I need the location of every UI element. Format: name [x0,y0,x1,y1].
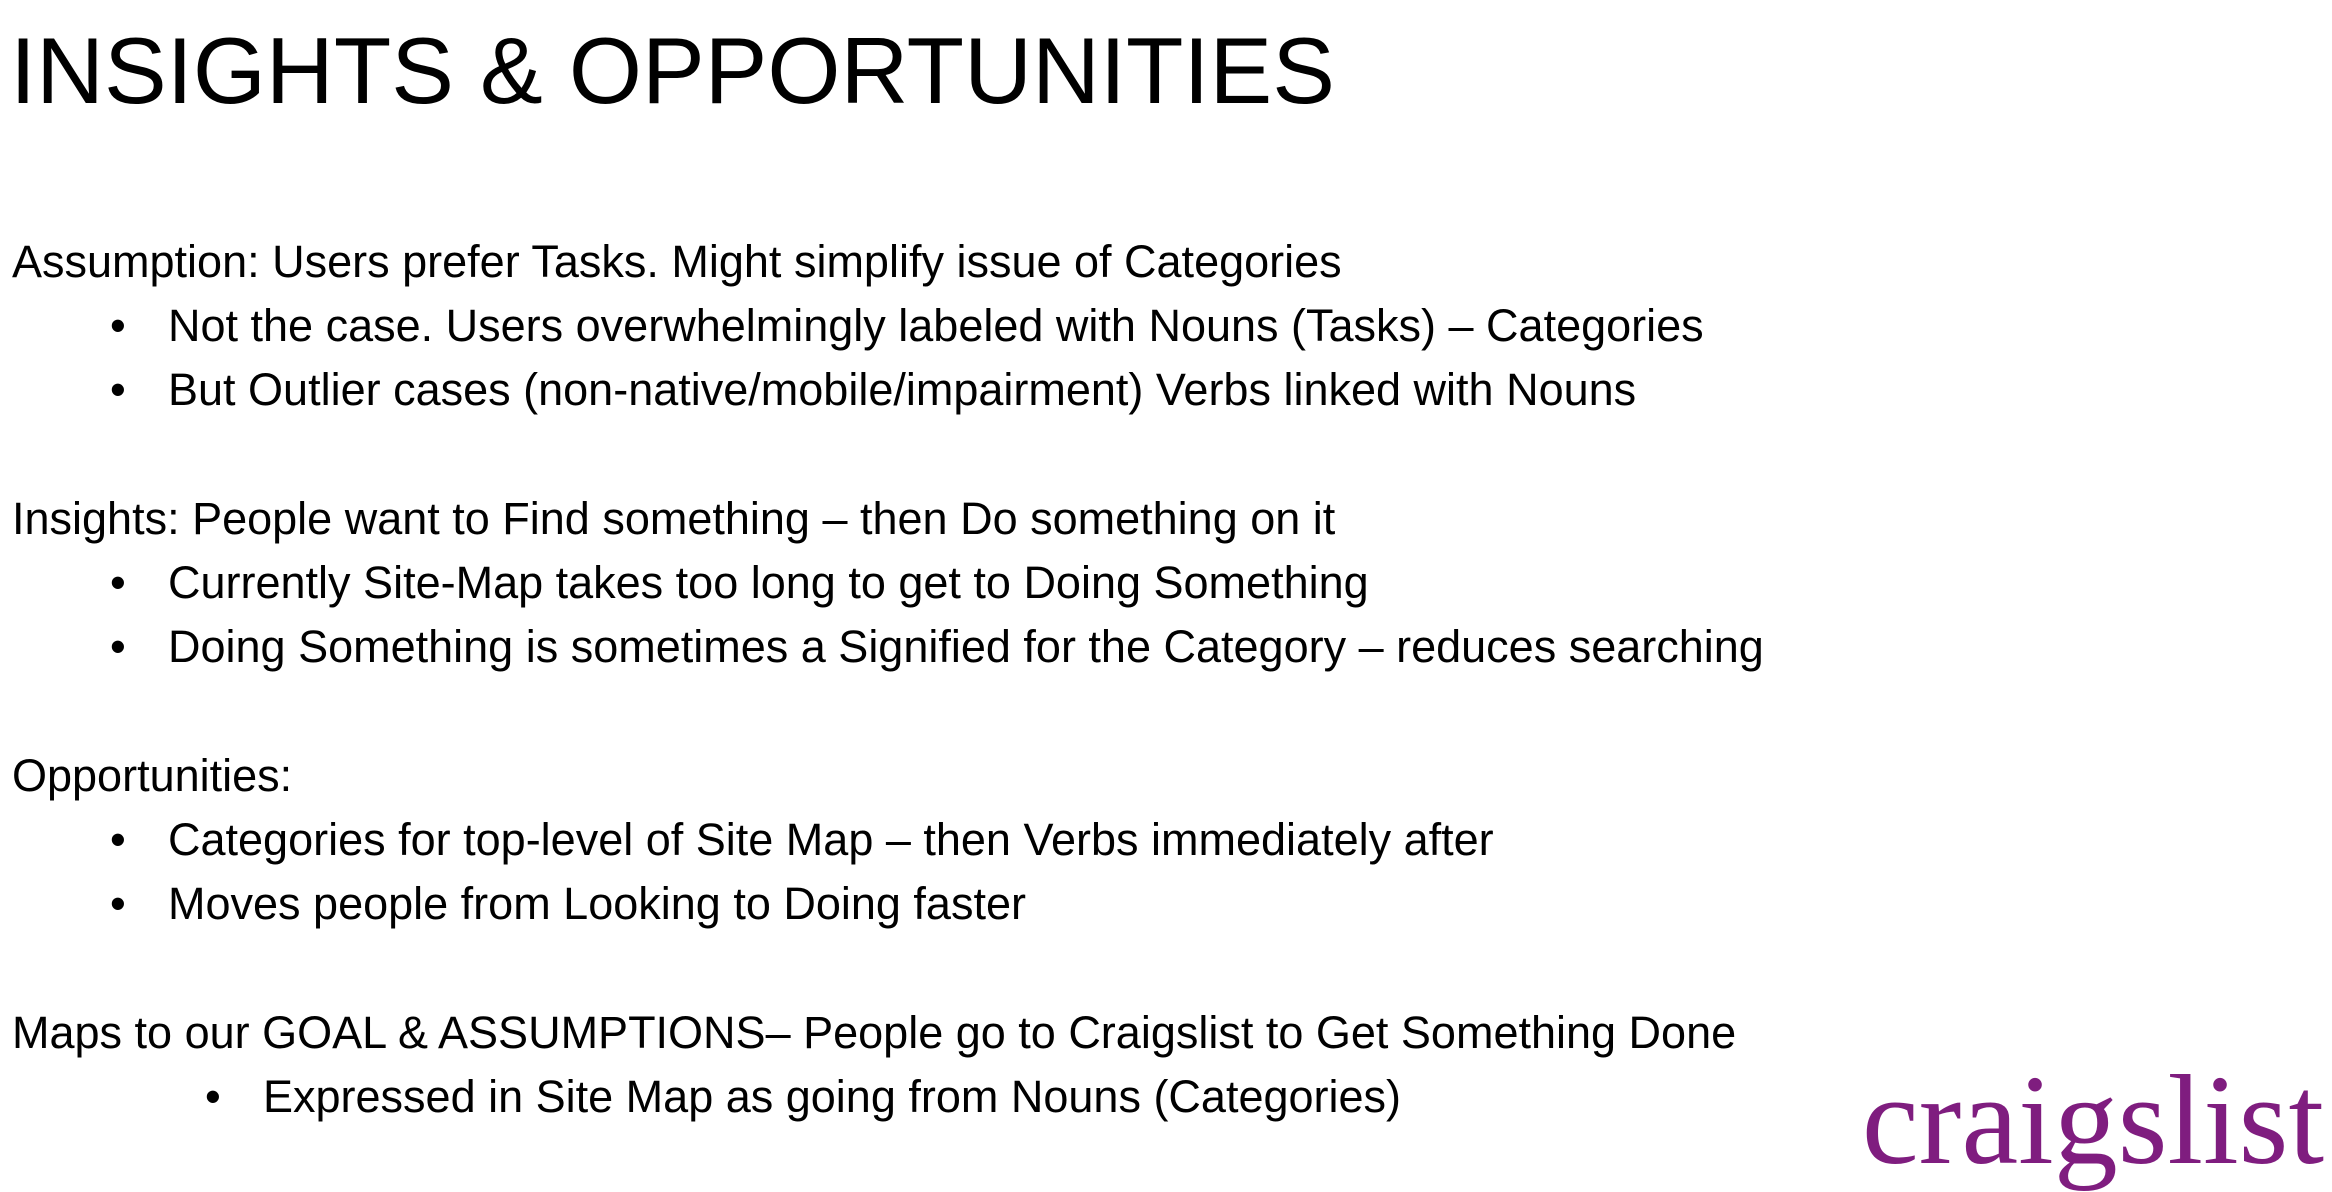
bullet-text: Currently Site-Map takes too long to get to Doing Something [168,557,1369,608]
insights-heading: Insights: People want to Find something – then Do something on it [12,493,1336,544]
bullet-text: Expressed in Site Map as going from Nouns (Categories) [263,1071,1402,1122]
bullet-icon: • [110,878,126,929]
goal-heading: Maps to our GOAL & ASSUMPTIONS– People go to Craigslist to Get Something Done [12,1007,1737,1058]
bullet-icon: • [110,557,126,608]
slide-title: INSIGHTS & OPPORTUNITIES [10,18,1335,123]
assumption-heading: Assumption: Users prefer Tasks. Might simplify issue of Categories [12,236,1342,287]
bullet-text: Doing Something is sometimes a Signified for the Category – reduces searching [168,621,1764,672]
bullet-text: Moves people from Looking to Doing faster [168,878,1026,929]
bullet-icon: • [110,621,126,672]
craigslist-logo: craigslist [1861,1049,2324,1191]
opportunities-heading: Opportunities: [12,750,293,801]
bullet-text: But Outlier cases (non-native/mobile/impairment) Verbs linked with Nouns [168,364,1637,415]
bullet-text: Categories for top-level of Site Map – then Verbs immediately after [168,814,1494,865]
bullet-icon: • [110,300,126,351]
bullet-icon: • [110,364,126,415]
bullet-icon: • [110,814,126,865]
bullet-icon: • [205,1071,221,1122]
bullet-text: Not the case. Users overwhelmingly labeled with Nouns (Tasks) – Categories [168,300,1704,351]
